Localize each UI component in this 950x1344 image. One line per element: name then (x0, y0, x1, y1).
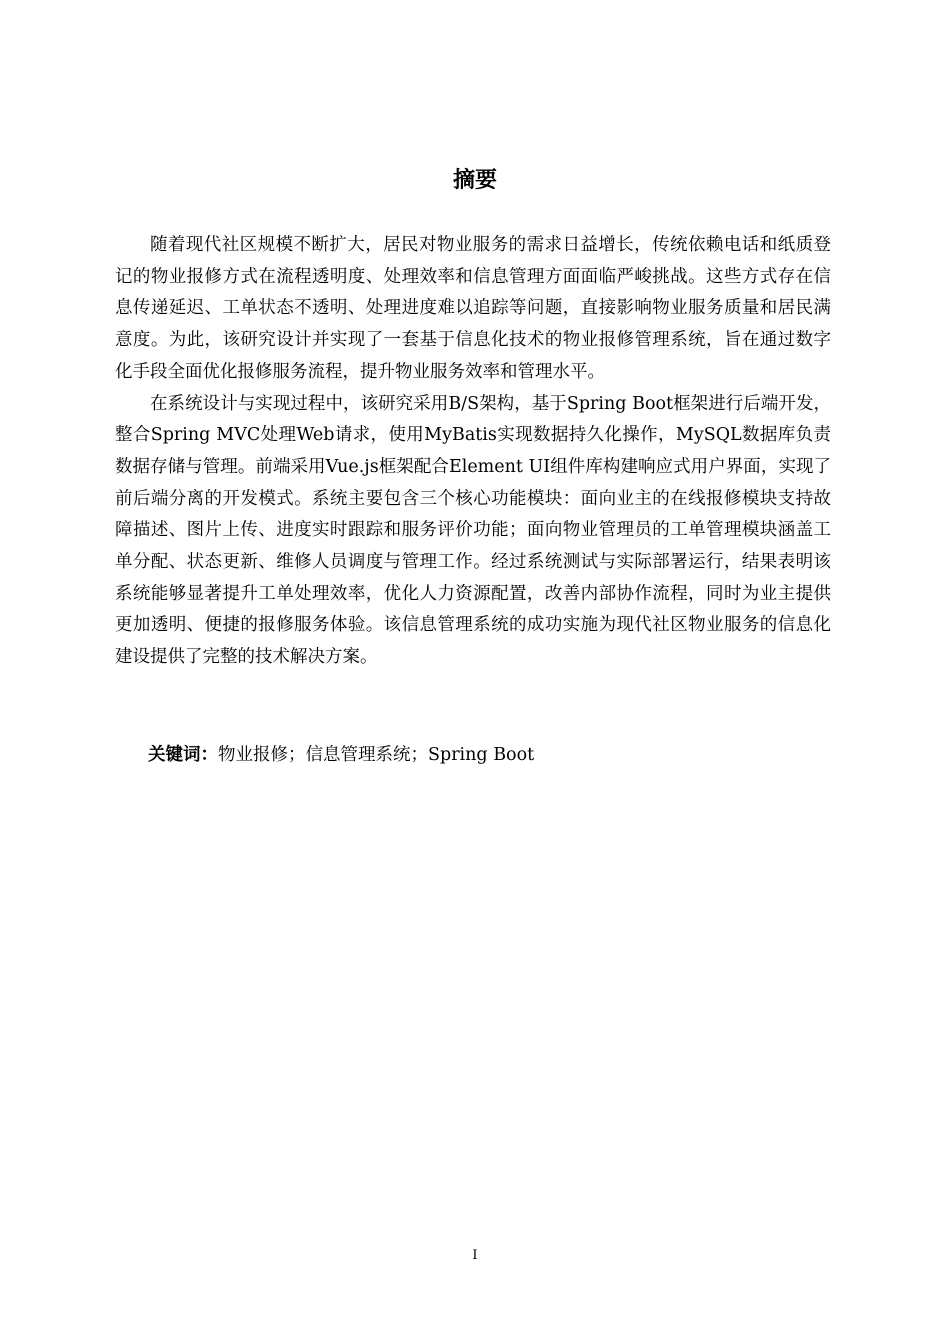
abstract-paragraph-2: 在系统设计与实现过程中，该研究采用B/S架构，基于Spring Boot框架进行后端开发，整合Spring MVC处理Web请求，使用MyBatis实现数据持久化操作，MySQL数据库负责数据存储与管理。前端采用Vue.js框架配合Element UI组件库构建响应式用户界面，实现了前后端分离的开发模式。系统主要包含三个核心功能模块：面向业主的在线报修模块支持故障描述、图片上传、进度实时跟踪和服务评价功能；面向物业管理员的工单管理模块涵盖工单分配、状态更新、维修人员调度与管理工作。经过系统测试与实际部署运行，结果表明该系统能够显著提升工单处理效率，优化人力资源配置，改善内部协作流程，同时为业主提供更加透明、便捷的报修服务体验。该信息管理系统的成功实施为现代社区物业服务的信息化建设提供了完整的技术解决方案。 (115, 393, 831, 668)
abstract-paragraph-1: 随着现代社区规模不断扩大，居民对物业服务的需求日益增长，传统依赖电话和纸质登记的物业报修方式在流程透明度、处理效率和信息管理方面面临严峻挑战。这些方式存在信息传递延迟、工单状态不透明、处理进度难以追踪等问题，直接影响物业服务质量和居民满意度。为此，该研究设计并实现了一套基于信息化技术的物业报修管理系统，旨在通过数字化手段全面优化报修服务流程，提升物业服务效率和管理水平。 (115, 235, 831, 382)
keywords-line (148, 740, 828, 770)
abstract-body (115, 230, 831, 674)
keywords-text: 物业报修；信息管理系统；Spring Boot (218, 745, 535, 765)
abstract-title: 摘要 (452, 168, 497, 193)
page-number: I (472, 1248, 478, 1263)
keywords-label: 关键词： (148, 745, 218, 765)
